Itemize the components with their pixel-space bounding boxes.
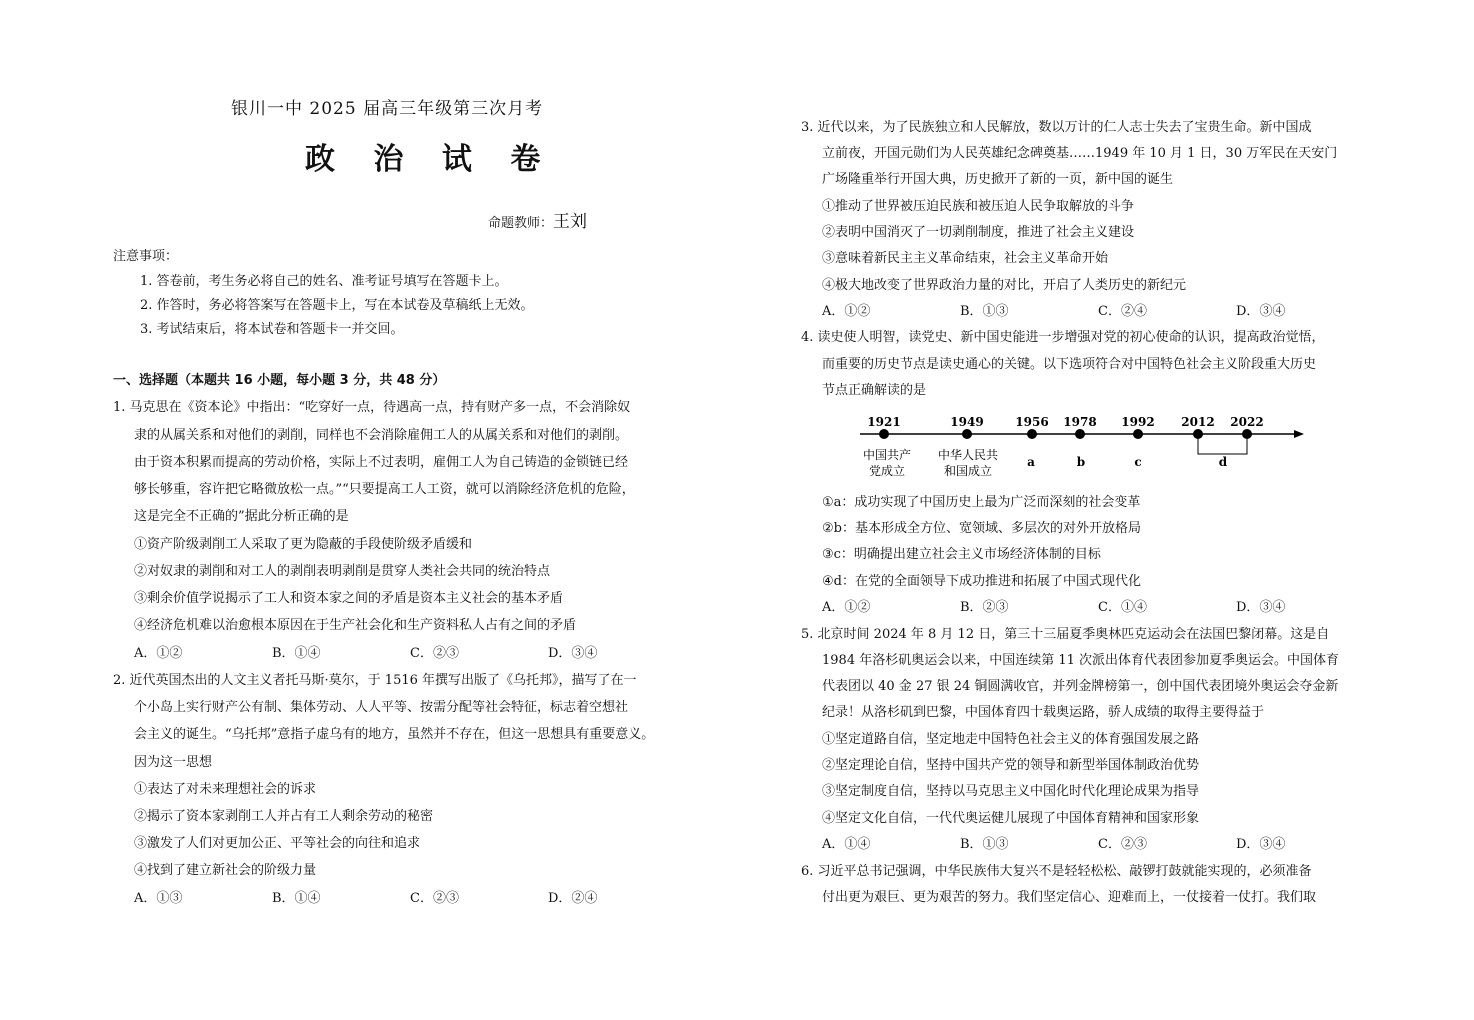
statement-item: ③剩余价值学说揭示了工人和资本家之间的矛盾是资本主义社会的基本矛盾 [134, 591, 564, 606]
statement-item: ④极大地改变了世界政治力量的对比，开启了人类历史的新纪元 [822, 278, 1187, 293]
timeline-diagram [850, 408, 1310, 488]
mark-d: d [1218, 455, 1228, 469]
statement-item: ③激发了人们对更加公正、平等社会的向往和追求 [134, 836, 421, 851]
statement-item: ①推动了世界被压迫民族和被压迫人民争取解放的斗争 [822, 199, 1135, 214]
option-c[interactable]: C．②③ [1098, 837, 1147, 852]
option-b[interactable]: B．①④ [272, 646, 321, 661]
question-stem-line: 够长够重，容许把它略微放松一点。”“只要提高工人工资，就可以消除经济危机的危险， [134, 482, 635, 497]
question-stem-line: 纪录！从洛杉矶到巴黎，中国体育四十载奥运路，骄人成绩的取得主要得益于 [822, 705, 1265, 720]
event-label: 和国成立 [943, 464, 993, 478]
option-b[interactable]: B．①③ [960, 304, 1009, 319]
timeline-node [1133, 429, 1143, 439]
option-a[interactable]: A．①② [822, 600, 871, 615]
statement-item: ②坚定理论自信，坚持中国共产党的领导和新型举国体制政治优势 [822, 758, 1200, 773]
question-stem-line: 个小岛上实行财产公有制、集体劳动、人人平等、按需分配等社会特征，标志着空想社 [134, 700, 629, 715]
section-title: 一、选择题（本题共 16 小题，每小题 3 分，共 48 分） [113, 373, 446, 388]
statement-item: ④坚定文化自信，一代代奥运健儿展现了中国体育精神和国家形象 [822, 811, 1200, 826]
question-stem-line: 立前夜，开国元勋们为人民英雄纪念碑奠基……1949 年 10 月 1 日，30 万军民在天安门 [822, 146, 1338, 161]
statement-item: ④找到了建立新社会的阶级力量 [134, 863, 317, 878]
answer-options [822, 837, 1285, 853]
year-label: 1921 [867, 415, 901, 429]
statement-item: ④经济危机难以治愈根本原因在于生产社会化和生产资料私人占有之间的矛盾 [134, 618, 577, 633]
statement-item: ④d：在党的全面领导下成功推进和拓展了中国式现代化 [822, 574, 1141, 589]
question-stem-line: 付出更为艰巨、更为艰苦的努力。我们坚定信心、迎难而上，一仗接着一仗打。我们取 [822, 890, 1317, 905]
year-label: 1956 [1015, 415, 1049, 429]
page-title: 政 治 试 卷 [305, 142, 555, 177]
statement-item: ③坚定制度自信，坚持以马克思主义中国化时代化理论成果为指导 [822, 784, 1200, 799]
year-label: 2022 [1230, 415, 1264, 429]
statement-item: ①表达了对未来理想社会的诉求 [134, 782, 317, 797]
question-stem-line: 4. 读史使人明智，读党史、新中国史能进一步增强对党的初心使命的认识，提高政治觉悟， [801, 330, 1325, 345]
option-a[interactable]: A．①④ [822, 837, 871, 852]
statement-item: ①坚定道路自信，坚定地走中国特色社会主义的体育强国发展之路 [822, 732, 1200, 747]
question-stem-line: 节点正确解读的是 [822, 383, 927, 398]
statement-item: ②对奴隶的剥削和对工人的剥削表明剥削是贯穿人类社会共同的统治特点 [134, 564, 551, 579]
option-c[interactable]: C．②④ [1098, 304, 1147, 319]
option-a[interactable]: A．①② [822, 304, 871, 319]
answer-options [134, 646, 597, 662]
year-label: 1978 [1063, 415, 1097, 429]
statement-item: ②表明中国消灭了一切剥削制度，推进了社会主义建设 [822, 225, 1135, 240]
answer-options [822, 600, 1285, 616]
option-d[interactable]: D．③④ [1236, 600, 1286, 615]
option-d[interactable]: D．③④ [1236, 837, 1286, 852]
teacher-label: 命题教师： [488, 216, 554, 231]
statement-item: ③c：明确提出建立社会主义市场经济体制的目标 [822, 547, 1101, 562]
timeline-node [962, 429, 972, 439]
question-stem-line: 3. 近代以来，为了民族独立和人民解放，数以万计的仁人志士失去了宝贵生命。新中国成 [801, 120, 1312, 135]
question-stem-line: 广场隆重举行开国大典，历史掀开了新的一页，新中国的诞生 [822, 172, 1174, 187]
answer-options [822, 304, 1285, 320]
option-b[interactable]: B．①③ [960, 837, 1009, 852]
event-label: 党成立 [868, 464, 906, 478]
option-a[interactable]: A．①③ [134, 891, 183, 906]
answer-options [134, 891, 597, 907]
option-b[interactable]: B．①④ [272, 891, 321, 906]
note-item: 2. 作答时，务必将答案写在答题卡上，写在本试卷及草稿纸上无效。 [140, 298, 534, 313]
note-item: 3. 考试结束后，将本试卷和答题卡一并交回。 [140, 322, 404, 337]
option-d[interactable]: D．②④ [548, 891, 598, 906]
question-stem-line: 5. 北京时间 2024 年 8 月 12 日，第三十三届夏季奥林匹克运动会在法国巴黎闭幕。这是自 [801, 627, 1330, 642]
option-b[interactable]: B．②③ [960, 600, 1009, 615]
timeline-node [1075, 429, 1085, 439]
question-stem-line: 代表团以 40 金 27 银 24 铜圆满收官，并列金牌榜第一，创中国代表团境外奥运会夺金新 [822, 679, 1339, 694]
option-c[interactable]: C．②③ [410, 891, 459, 906]
timeline-arrow [1294, 430, 1304, 438]
option-c[interactable]: C．②③ [410, 646, 459, 661]
option-c[interactable]: C．①④ [1098, 600, 1147, 615]
year-label: 1992 [1121, 415, 1155, 429]
event-label: 中国共产 [862, 448, 912, 462]
bracket-d [1198, 434, 1247, 454]
school-line: 银川一中 2025 届高三年级第三次月考 [231, 99, 544, 119]
question-stem-line: 1984 年洛杉矶奥运会以来，中国连续第 11 次派出体育代表团参加夏季奥运会。中国体育 [822, 653, 1340, 668]
event-label: 中华人民共 [937, 448, 999, 462]
question-stem-line: 由于资本积累而提高的劳动价格，实际上不过表明，雇佣工人为自己铸造的金锁链已经 [134, 455, 629, 470]
teacher-name: 王刘 [553, 212, 588, 232]
year-label: 1949 [950, 415, 984, 429]
timeline-node [879, 429, 889, 439]
mark-b: b [1076, 455, 1086, 469]
mark-a: a [1027, 455, 1035, 469]
statement-item: ③意味着新民主主义革命结束，社会主义革命开始 [822, 251, 1109, 266]
timeline-node [1027, 429, 1037, 439]
teacher-credit [488, 211, 587, 235]
question-stem-line: 6. 习近平总书记强调，中华民族伟大复兴不是轻轻松松、敲锣打鼓就能实现的，必须准备 [801, 864, 1312, 879]
question-stem-line: 这是完全不正确的”据此分析正确的是 [134, 509, 349, 524]
question-stem-line: 而重要的历史节点是读史通心的关键。以下选项符合对中国特色社会主义阶段重大历史 [822, 357, 1317, 372]
option-d[interactable]: D．③④ [1236, 304, 1286, 319]
note-item: 1. 答卷前，考生务必将自己的姓名、准考证号填写在答题卡上。 [140, 274, 508, 289]
statement-item: ①资产阶级剥削工人采取了更为隐蔽的手段使阶级矛盾缓和 [134, 537, 473, 552]
question-stem-line: 因为这一思想 [134, 755, 213, 770]
notes-heading: 注意事项： [113, 249, 179, 264]
question-stem-line: 2. 近代英国杰出的人文主义者托马斯·莫尔，于 1516 年撰写出版了《乌托邦》，描写了在一 [113, 673, 637, 688]
option-d[interactable]: D．③④ [548, 646, 598, 661]
mark-c: c [1134, 455, 1142, 469]
statement-item: ②b：基本形成全方位、宽领域、多层次的对外开放格局 [822, 521, 1141, 536]
question-stem-line: 会主义的诞生。“乌托邦”意指子虚乌有的地方，虽然并不存在，但这一思想具有重要意义。 [134, 727, 655, 742]
option-a[interactable]: A．①② [134, 646, 183, 661]
question-stem-line: 1. 马克思在《资本论》中指出：“吃穿好一点，待遇高一点，持有财产多一点，不会消除奴 [113, 400, 631, 415]
statement-item: ①a：成功实现了中国历史上最为广泛而深刻的社会变革 [822, 495, 1141, 510]
year-label: 2012 [1181, 415, 1215, 429]
statement-item: ②揭示了资本家剥削工人并占有工人剩余劳动的秘密 [134, 809, 434, 824]
question-stem-line: 隶的从属关系和对他们的剥削，同样也不会消除雇佣工人的从属关系和对他们的剥削。 [134, 428, 629, 443]
